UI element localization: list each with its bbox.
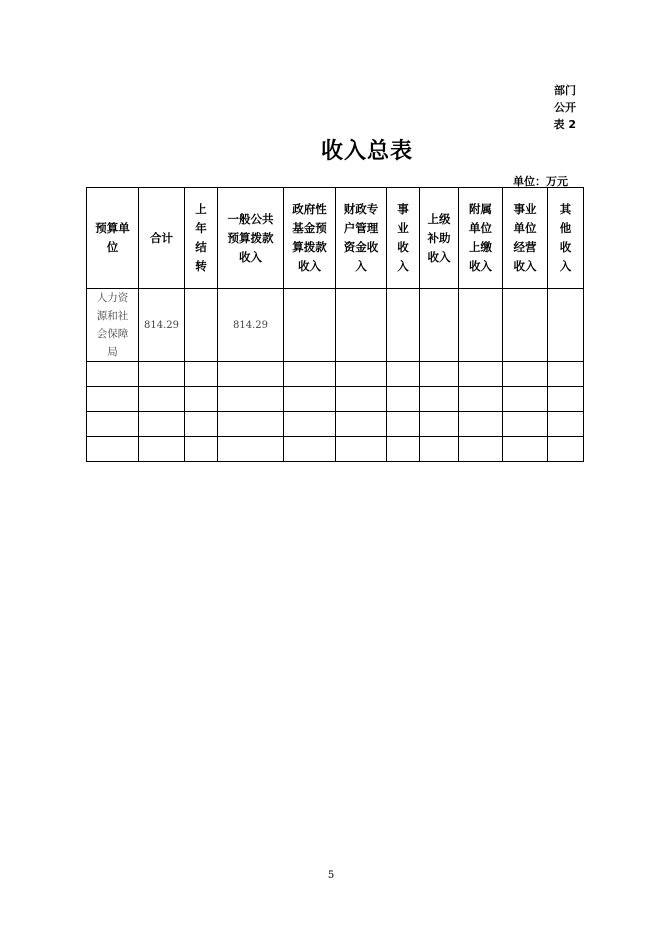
cell-empty: [503, 289, 548, 362]
header-row: [87, 188, 584, 289]
cell-empty: [284, 289, 336, 362]
header-special-account: 财政专 户管理 资金收 入: [336, 188, 387, 289]
table-row: [87, 387, 584, 412]
page-title: 收入总表: [320, 139, 413, 164]
table-row: [87, 362, 584, 387]
cell-general-budget: 814.29: [218, 289, 284, 362]
page-number: 5: [327, 870, 335, 881]
cell-unit-name: 人力资源和社会保障局: [87, 289, 139, 362]
header-government-fund: 政府性 基金预 算拨款 收入: [284, 188, 336, 289]
table-row: [87, 437, 584, 462]
header-budget-unit: 预算单 位: [87, 188, 139, 289]
header-other-income: 其 他 收 入: [548, 188, 584, 289]
table-row: [87, 412, 584, 437]
corner-label-line3: 表 2: [553, 118, 576, 131]
cell-empty: [185, 289, 218, 362]
cell-total: 814.29: [139, 289, 185, 362]
unit-label: 单位：万元: [513, 175, 568, 188]
income-summary-table: [86, 187, 584, 462]
cell-empty: [548, 289, 584, 362]
header-total: 合计: [139, 188, 185, 289]
cell-empty: [336, 289, 387, 362]
header-general-budget: 一般公共 预算拨款 收入: [218, 188, 284, 289]
cell-empty: [459, 289, 503, 362]
cell-empty: [420, 289, 459, 362]
header-operating-income: 事业 单位 经营 收入: [503, 188, 548, 289]
cell-empty: [387, 289, 420, 362]
table-row: [87, 289, 584, 362]
corner-label: [554, 82, 576, 133]
header-business-income: 事 业 收 入: [387, 188, 420, 289]
header-superior-subsidy: 上级 补助 收入: [420, 188, 459, 289]
header-affiliated-remittance: 附属 单位 上缴 收入: [459, 188, 503, 289]
header-prior-year-carryover: 上 年 结 转: [185, 188, 218, 289]
corner-label-line2: 公开: [554, 101, 576, 114]
corner-label-line1: 部门: [554, 84, 576, 97]
